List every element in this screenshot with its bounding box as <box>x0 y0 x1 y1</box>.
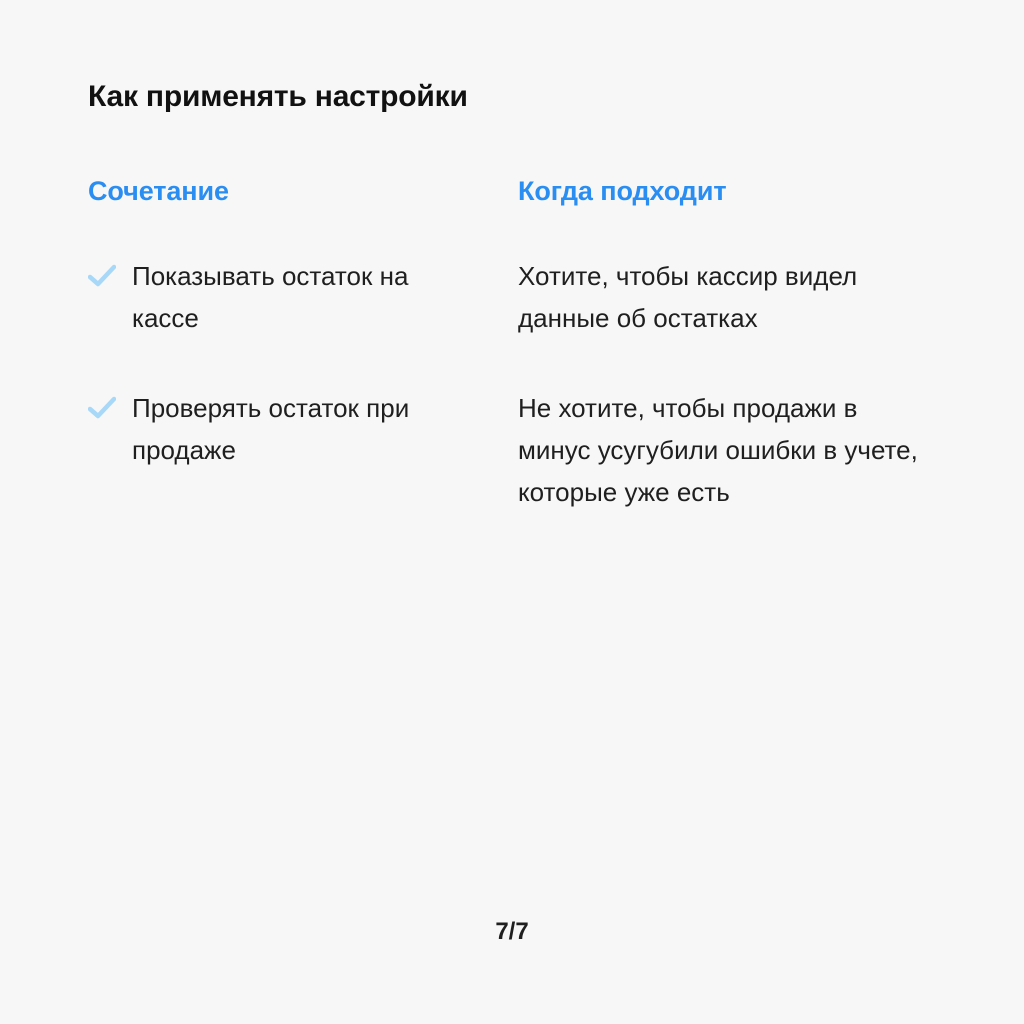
page-title: Как применять настройки <box>88 80 468 113</box>
check-icon <box>88 395 116 423</box>
table-row <box>88 387 518 513</box>
table-row <box>88 255 518 339</box>
check-icon <box>88 263 116 291</box>
settings-table <box>88 176 936 562</box>
column-header-when: Когда подходит <box>518 176 727 206</box>
page-indicator: 7/7 <box>495 918 529 945</box>
row-when-text: Не хотите, чтобы продажи в минус усугубили ошибки в учете, которые уже есть <box>518 393 918 508</box>
row-when-text: Хотите, чтобы кассир видел данные об остатках <box>518 261 858 334</box>
row-combination-text: Проверять остаток при продаже <box>132 393 410 466</box>
row-combination-text: Показывать остаток на кассе <box>132 261 409 334</box>
column-header-combination: Сочетание <box>88 176 229 206</box>
